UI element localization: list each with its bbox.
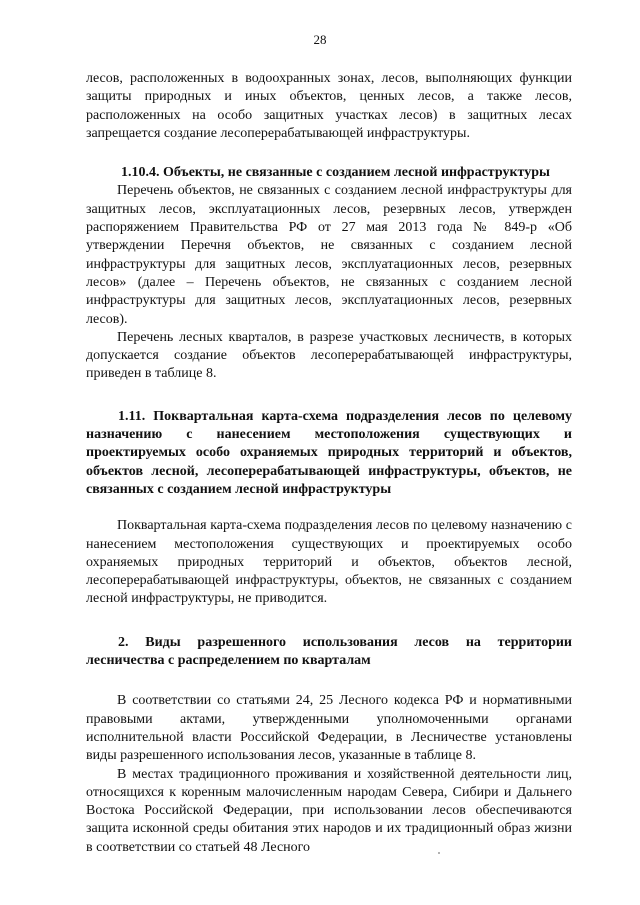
quarters-list-paragraph: Перечень лесных кварталов, в разрезе участковых лесничеств, в которых допускается создание объектов лесоперерабатывающей инфраструктуры, приведен в таблице 8. <box>86 329 572 382</box>
section-heading-1-10-4: 1.10.4. Объекты, не связанные с созданием лесной инфраструктуры <box>121 165 550 181</box>
intro-paragraph: лесов, расположенных в водоохранных зонах, лесов, выполняющих функции защиты природных и иных объектов, ценных лесов, а также лесов, расположенных на особо защитных участках лесов) в защитных лесах запрещается создание лесоперерабатывающей инфраструктуры. <box>86 71 572 141</box>
section-heading-1-11: 1.11. Поквартальная карта-схема подразделения лесов по целевому назначению с нанесением местоположения существующих и проектируемых особо охраняемых природных территорий и объектов, объектов лесной, лесоперерабатывающей инфраструктуры, объектов, не связанных с созданием лесной инфраструктуры <box>86 408 572 497</box>
page-number: 28 <box>313 32 327 47</box>
document-body <box>86 70 572 857</box>
scan-speck <box>438 852 440 854</box>
objects-list-paragraph: Перечень объектов, не связанных с созданием лесной инфраструктуры для защитных лесов, эксплуатационных лесов, резервных лесов, утвержден распоряжением Правительства РФ от 27 мая 2013 года № 849-р «Об утверждении Перечня объектов, не связанных с созданием лесной инфраструктуры для защитных лесов, эксплуатационных лесов, резервных лесов» (далее – Перечень объектов, не связанных с созданием лесной инфраструктуры для защитных лесов, эксплуатационных лесов, резервных лесов). <box>86 183 572 327</box>
law-paragraph: В соответствии со статьями 24, 25 Лесного кодекса РФ и нормативными правовыми актами, утвержденными уполномоченными органами исполнительной власти Российской Федерации, в Лесничестве установлены виды разрешенного использования лесов, указанные в таблице 8. <box>86 693 572 764</box>
section-heading-2: 2. Виды разрешенного использования лесов на территории лесничества с распределением по кварталам <box>86 634 572 669</box>
map-paragraph: Поквартальная карта-схема подразделения лесов по целевому назначению с нанесением местоположения существующих и проектируемых особо охраняемых природных территорий и объектов, объектов лесной, лесоперерабатывающей инфраструктуры, объектов, не связанных с созданием лесной инфраструктуры, не приводится. <box>86 518 572 607</box>
indigenous-paragraph: В местах традиционного проживания и хозяйственной деятельности лиц, относящихся к коренным малочисленным народам Севера, Сибири и Дальнего Востока Российской Федерации, при использовании лесов обеспечиваются защита исконной среды обитания этих народов и их традиционный образ жизни в соответствии со статьей 48 Лесного <box>86 766 572 855</box>
